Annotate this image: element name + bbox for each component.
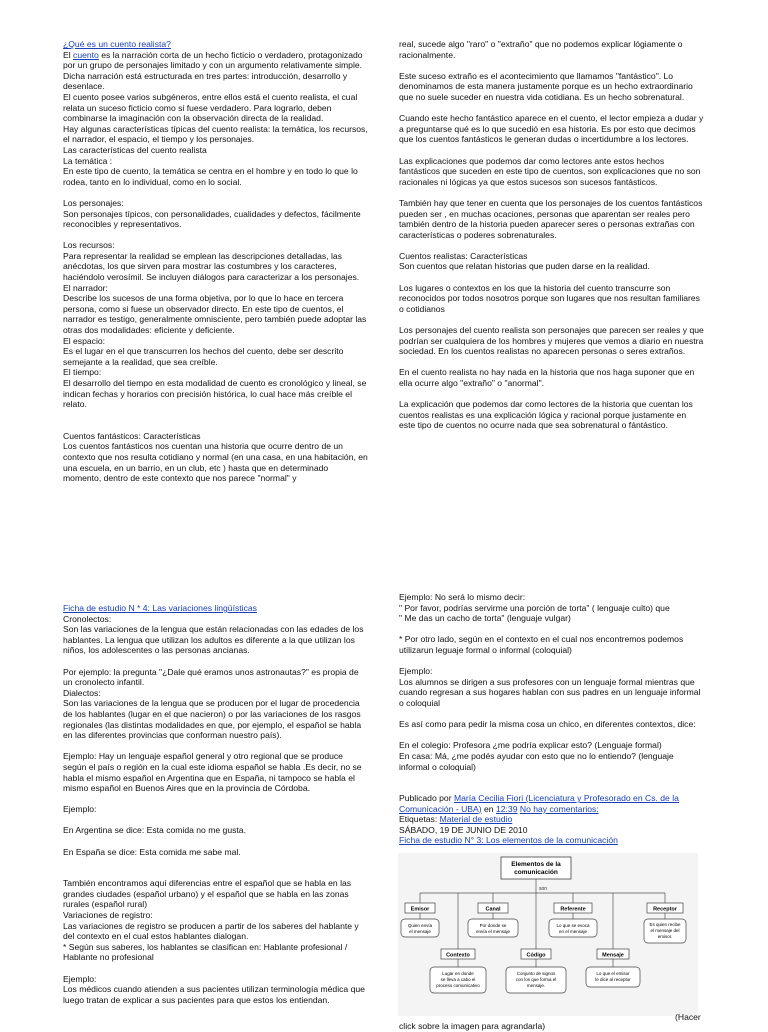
def-codigo-line2: con los que forma el [515, 977, 557, 982]
realistic-story-title-link[interactable]: ¿Qué es un cuento realista? [63, 39, 171, 49]
def-codigo-line1: Conjunto de signos [516, 971, 556, 976]
urbano-rural-text: También encontramos aquí diferencias entre el español que se habla en las grandes ciudades (español urbano) y el español que se habla en las zonas rurales (español rural) [63, 878, 352, 910]
def-receptor-line3: emisor. [657, 934, 673, 939]
communication-elements-diagram[interactable] [398, 853, 698, 1016]
def-emisor-line1: Quien envía [407, 923, 433, 928]
tiempo-heading: El tiempo: [63, 367, 102, 378]
ejemplo-label-right: Ejemplo: [399, 666, 433, 677]
ficha4-title-link[interactable]: Ficha de estudio N * 4: Las variaciones lingüísticas [63, 603, 257, 613]
fantastic-paragraph-4: Las explicaciones que podemos dar como lectores ante estos hechos fantásticos que suceden en este tipo de cuentos, son explicaciones que no son racionales ni lógicas ya que estos sucesos son sucesos fantásticos. [399, 155, 701, 187]
node-canal-label: Canal [485, 906, 501, 913]
def-contexto-line3: proceso comunicativo [436, 983, 480, 988]
realistas-text: Son cuentos que relatan historias que puden darse en la realidad. [399, 261, 650, 272]
def-emisor-line2: el mensaje [409, 929, 431, 934]
node-mensaje-label: Mensaje [602, 952, 624, 959]
ejemplo-label: Ejemplo: [63, 804, 97, 815]
recursos-heading: Los recursos: [63, 240, 115, 251]
def-canal-line2: envía el mensaje [475, 929, 511, 934]
casa-example: En casa: Má, ¿me podés ayudar con esto que no lo entiendo? (lenguaje informal o coloquial) [399, 750, 674, 772]
fantastic-paragraph-1: real, sucede algo "raro" o "extraño" que no podemos explicar lógiamente o racionalmente. [399, 39, 683, 60]
features-heading: Las características del cuento realista [63, 144, 207, 155]
registro-heading: Variaciones de registro: [63, 910, 153, 921]
fantastic-paragraph-5: También hay que tener en cuenta que los personajes de los cuentos fantásticos pueden ser , en muchas ocaciones, personas que aparentan ser reales pero también dentro de la historia pueden aparecer seres o personas extrañas con características o poderes sobrenaturales. [399, 197, 703, 240]
section2-right-column [399, 592, 704, 846]
def-referente-line1: Lo que se evoca [556, 923, 590, 928]
espacio-text: Es el lugar en el que transcurren los hechos del cuento, debe ser descrito semejante a la realidad, que sea creíble. [63, 346, 344, 367]
espana-example: En España se dice: Esta comida me sabe mal. [63, 846, 241, 857]
cuento-intro: El cuento es la narración corta de un hecho ficticio o verdadero, protagonizado por un grupo de personajes limitado y con un argumento relativamente simple. Dicha narración está estructurada en tres partes: introducción, desarrollo y desenlace. [63, 49, 363, 92]
narrador-text: Describe los sucesos de una forma objetiva, por lo que lo hace en tercera persona, como si fuese un observador directo. En este tipo de cuentos, el narrador es testigo, generalmente omnisciente, pero también puede adoptar las otras dos modalidades: eficiente y deficiente. [63, 293, 367, 336]
diagram-title-line1: Elementos de la [511, 861, 561, 868]
ficha3-title-link[interactable]: Ficha de estudio N° 3: Los elementos de la comunicación [399, 835, 618, 846]
argentina-example: En Argentina se dice: Esta comida no me gusta. [63, 825, 246, 836]
realist-paragraph-9: La explicación que podemos dar como lectores de la historia que cuentan los cuentos realistas es una explicación lógica y racional porque justamente en este tipo de cuentos no ocurre nada que sea sobrenatural o fántástico. [399, 399, 693, 431]
alumnos-text: Los alumnos se dirigen a sus profesores con un lenguaje formal mientras que cuando regresan a sus hogares hablan con sus padres en un lenguaje informal o coloquial [399, 676, 701, 708]
node-referente-label: Referente [560, 906, 586, 913]
node-receptor-label: Receptor [653, 906, 677, 913]
no-mismo-text: Ejemplo: No será lo mismo decir: [399, 592, 526, 602]
section1-right-column [399, 39, 704, 431]
realistas-heading: Cuentos realistas: Características [399, 250, 528, 261]
label-link[interactable]: Material de estudio [439, 814, 513, 825]
recursos-text: Para representar la realidad se emplean las descripciones detalladas, las anécdotas, los que sirven para mostrar las costumbres y los caracteres, haciéndolo verosímil. Se incluyen diálogos para caracterizar a los personajes. [63, 250, 360, 283]
contexto-note: * Por otro lado, según en el contexto en el cual nos encontremos podemos utilizarun leguaje formal o informal (coloquial) [399, 634, 684, 655]
def-canal-box [468, 919, 518, 937]
dialecto-example: Ejemplo: Hay un lenguaje español general y otro regional que se produce según el país o región en la cual este idioma español se habla .Es decir, no se habla el mismo español en Argentina que en España, ni tampoco se habla el mismo español en Buenos Aires que en la provincia de Córdoba. [63, 751, 362, 794]
ejemplo2-label: Ejemplo: [63, 973, 97, 984]
cronolecto-example: Por ejemplo: la pregunta "¿Dale qué eramos unos astronautas?" es propia de un cronolecto infantil. [63, 666, 359, 688]
medicos-text: Los médicos cuando atienden a sus pacientes utilizan terminología médica que luego tratan de explicar a sus pacientes para que estos los entiendan. [63, 984, 365, 1005]
personajes-text: Son personajes típicos, con personalidades, cualidades y defectos, fácilmente reconocibles y representativos. [63, 208, 361, 230]
node-contexto-label: Contexto [446, 952, 470, 959]
node-codigo-label: Código [526, 952, 546, 959]
cronolectos-heading: Cronolectos: [63, 613, 112, 624]
def-referente-line2: en el mensaje [558, 929, 588, 934]
author-link[interactable]: María Cecilia Fiori (Licenciatura y Profesorado en Cs. de la Comunicación - UBA) [399, 793, 679, 814]
espacio-heading: El espacio: [63, 335, 106, 346]
culto-example: " Por favor, podrías servirme una porción de torta" ( lenguaje culto) que [399, 602, 670, 613]
features-intro: Hay algunas características típicas del cuento realista: la temática, los recursos, el narrador, el espacio, el tiempo y los personajes. [63, 123, 368, 145]
labels-line: Etiquetas: Material de estudio [399, 814, 513, 825]
cuento-link[interactable]: cuento [73, 49, 99, 60]
fantastic-paragraph-3: Cuando este hecho fantástico aparece en el cuento, el lector empieza a dudar y a preguntarse qué es lo que sucedió en esa historia. Es por esto que decimos que los cuentos fantásticos le generan dudas o incertidumbre a los lectores. [399, 113, 704, 145]
registro-note: * Según sus saberes, los hablantes se clasifican en: Hablante profesional / Hablante no profesional [63, 941, 348, 963]
cronolectos-text: Son las variaciones de la lengua que están relacionadas con las edades de los hablantes. La lengua que utilizan los adultos es diferente a la que utilizan los niños, los adolescentes o las personas ancianas. [63, 624, 364, 656]
def-referente-box [549, 919, 597, 937]
diagram-son-label: son [539, 886, 548, 892]
colegio-example: En el colegio: Profesora ¿me podría explicar esto? (Lenguaje formal) [399, 740, 662, 751]
dialectos-text: Son las variaciones de la lengua que se producen por el lugar de procedencia de los hablantes (lugar en el que nacieron) o por las variaciones de los rasgos regionales (las distintas modalidades en que, por ejemplo, el español se habla en las diferentes provincias que conforman nuestro país). [63, 698, 362, 741]
dialectos-heading: Dialectos: [63, 687, 101, 698]
node-emisor-label: Emisor [410, 906, 430, 913]
narrador-heading: El narrador: [63, 282, 108, 293]
tematica-heading: La temática : [63, 155, 113, 166]
def-mensaje-line1: Lo que el emisor [596, 971, 630, 976]
diagram-title-line2: comunicación [514, 869, 558, 876]
subgenres-paragraph: El cuento posee varios subgéneros, entre ellos está el cuento realista, el cual relata un suceso ficticio como si fuese verdadero. Para lograrlo, deben combinarse la imaginación con la observación directa de la realidad. [63, 91, 358, 124]
personajes-heading: Los personajes: [63, 197, 124, 208]
realist-paragraph-7: Los personajes del cuento realista son personajes que parecen ser reales y que podrían ser cualquiera de los hombres y mujeres que vemos a diario en nuestra sociedad. En los cuentos realistas no aparecen personas o seres extraños. [399, 325, 704, 357]
def-receptor-line2: el mensaje del [650, 928, 680, 933]
hacer-text: (Hacer [675, 1012, 701, 1022]
tiempo-text: El desarrollo del tiempo en esta modalidad de cuento es cronológico y lineal, se indican fechas y horarios con precisión histórica, lo cual hace más creíble el relato. [63, 378, 367, 410]
section2-left-column [63, 603, 368, 1005]
def-receptor-line1: Es quien recibe [649, 922, 681, 927]
realist-paragraph-8: En el cuento realista no hay nada en la historia que nos haga suponer que en ella ocurre algo "extraño" o "anormal". [399, 367, 695, 388]
post-time-link[interactable]: 12:39 [495, 803, 518, 814]
def-mensaje-line2: le dice al receptor [595, 977, 631, 982]
def-contexto-line2: se lleva a cabo el [440, 977, 476, 982]
tematica-text: En este tipo de cuento, la temática se centra en el hombre y en todo lo que lo rodea, tanto en lo individual, como en lo social. [63, 166, 358, 187]
def-emisor-box [401, 919, 439, 937]
click-caption: click sobre la imagen para agrandarla) [399, 1021, 546, 1031]
def-contexto-line1: Lugar en donde [442, 971, 474, 976]
section1-left-column [63, 39, 368, 484]
post-date: SÁBADO, 19 DE JUNIO DE 2010 [399, 824, 528, 835]
post-footer: Publicado por María Cecilia Fiori (Licenciatura y Profesorado en Cs. de la Comunicación - UBA) en 12:39 No hay comentarios: [399, 793, 679, 814]
fantasticos-heading: Cuentos fantásticos: Características [63, 430, 201, 441]
vulgar-example: " Me das un cacho de torta" (lenguaje vulgar) [399, 613, 571, 624]
def-canal-line1: Por donde se [479, 923, 507, 928]
fantasticos-text: Los cuentos fantásticos nos cuentan una historia que ocurre dentro de un contexto que nos resulta cotidiano y normal (en una casa, en una habitación, en una escuela, en un barrio, en un club, etc ) hasta que en determinado momento, dentro de este contexto que nos parece "normal" y [63, 441, 368, 484]
registro-text: Las variaciones de registro se producen a partir de los saberes del hablante y del contexto en el cual estos hablantes dialogan. [63, 920, 359, 942]
def-codigo-line3: mensaje. [526, 983, 546, 988]
fantastic-paragraph-2: Este suceso extraño es el acontecimiento que llamamos "fantástico". Lo denominamos de esta manera justamente porque es un hecho extraordinario que no suele suceder en nuestra vida cotidiana. Es un hecho sobrenatural. [399, 70, 693, 102]
comments-link[interactable]: No hay comentarios: [519, 803, 599, 814]
asi-es-text: Es así como para pedir la misma cosa un chico, en diferentes contextos, dice: [399, 719, 696, 730]
realist-paragraph-6: Los lugares o contextos en los que la historia del cuento transcurre son reconocidos por todos nosotros porque son lugares que nos resultan familiares o cotidianos [399, 282, 700, 314]
